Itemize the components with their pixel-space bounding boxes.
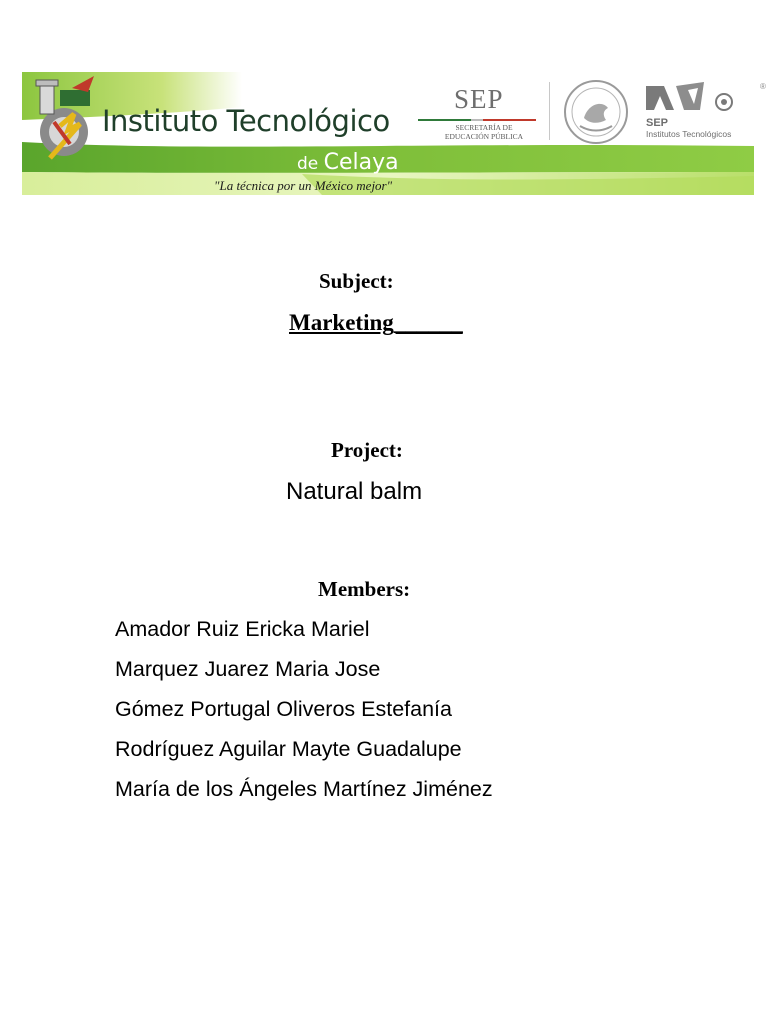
tecnm-logo xyxy=(644,80,766,144)
project-value: Natural balm xyxy=(286,478,423,505)
tecnm-subtitle: Institutos Tecnológicos xyxy=(646,129,732,139)
mexico-coat-of-arms-seal xyxy=(562,78,630,146)
member-item: Amador Ruiz Ericka Mariel xyxy=(115,617,370,641)
subject-label: Subject: xyxy=(319,269,394,293)
members-list xyxy=(115,615,493,815)
registered-mark: ® xyxy=(760,82,766,91)
members-label: Members: xyxy=(318,577,411,601)
institute-city-name: Celaya xyxy=(323,150,399,175)
institute-name: Instituto Tecnológico xyxy=(102,104,390,138)
institute-crest-logo xyxy=(30,74,104,166)
sep-subtitle-line-1: SECRETARÍA DE xyxy=(455,123,513,132)
sep-subtitle xyxy=(432,123,536,141)
header-banner xyxy=(22,72,766,195)
logo-divider xyxy=(549,82,550,140)
institute-motto: "La técnica por un México mejor" xyxy=(214,178,393,193)
subject-value: Marketing______ xyxy=(289,310,463,335)
project-label: Project: xyxy=(331,438,403,462)
member-item: Marquez Juarez Maria Jose xyxy=(115,657,381,681)
tecnm-sep-label: SEP xyxy=(646,117,669,129)
sep-logo xyxy=(418,84,540,144)
sep-subtitle-line-2: EDUCACIÓN PÚBLICA xyxy=(444,132,524,141)
member-item: Rodríguez Aguilar Mayte Guadalupe xyxy=(115,737,462,761)
institute-de: de xyxy=(297,154,319,174)
tecnm-emblem-icon xyxy=(644,80,734,116)
member-item: Gómez Portugal Oliveros Estefanía xyxy=(115,697,452,721)
member-item: María de los Ángeles Martínez Jiménez xyxy=(115,777,493,801)
sep-title: SEP xyxy=(454,84,504,114)
institute-city xyxy=(297,150,399,175)
sep-divider-line xyxy=(418,119,536,121)
